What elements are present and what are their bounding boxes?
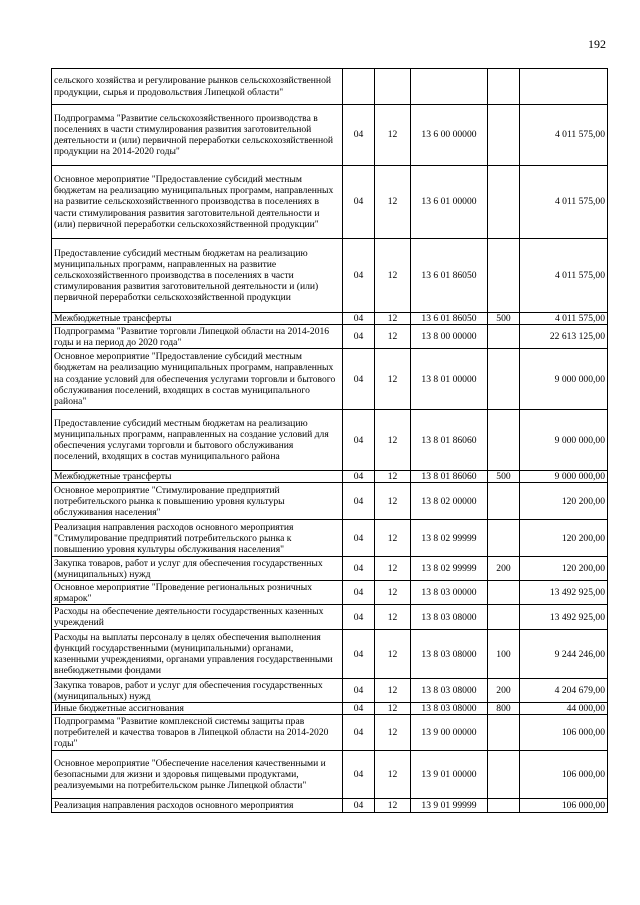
cell-amount: 13 492 925,00 bbox=[520, 605, 608, 630]
cell-name: Предоставление субсидий местным бюджетам на реализацию муниципальных программ, направленных на развитие сельскохозяйственного производства в поселениях в части стимулирования развития заготовительной деятельности и (или) первичной переработки сельскохозяйственной продукции bbox=[52, 239, 343, 313]
cell-expense-type bbox=[488, 239, 520, 313]
cell-amount: 120 200,00 bbox=[520, 483, 608, 520]
cell-subsection: 12 bbox=[375, 313, 411, 325]
cell-amount: 9 000 000,00 bbox=[520, 471, 608, 483]
table-row bbox=[52, 679, 608, 703]
cell-name: Расходы на обеспечение деятельности государственных казенных учреждений bbox=[52, 605, 343, 630]
cell-expense-type bbox=[488, 799, 520, 813]
cell-expense-type: 200 bbox=[488, 557, 520, 581]
table-row bbox=[52, 605, 608, 630]
cell-expense-type: 100 bbox=[488, 630, 520, 679]
table-row bbox=[52, 715, 608, 751]
cell-expense-type bbox=[488, 69, 520, 105]
cell-section: 04 bbox=[343, 239, 375, 313]
table-row bbox=[52, 471, 608, 483]
cell-expense-type: 500 bbox=[488, 313, 520, 325]
cell-section: 04 bbox=[343, 483, 375, 520]
cell-section: 04 bbox=[343, 715, 375, 751]
cell-subsection: 12 bbox=[375, 325, 411, 349]
cell-name: Подпрограмма "Развитие сельскохозяйственного производства в поселениях в части стимулирования развития заготовительной деятельности и (или) первичной переработки сельскохозяйственной продукции на 2014-2020 годы" bbox=[52, 105, 343, 166]
cell-subsection: 12 bbox=[375, 471, 411, 483]
cell-expense-type bbox=[488, 715, 520, 751]
cell-subsection: 12 bbox=[375, 349, 411, 410]
table-row bbox=[52, 703, 608, 715]
cell-amount: 4 011 575,00 bbox=[520, 105, 608, 166]
cell-amount: 120 200,00 bbox=[520, 520, 608, 557]
cell-target-article: 13 9 01 00000 bbox=[411, 751, 488, 799]
cell-amount: 9 244 246,00 bbox=[520, 630, 608, 679]
cell-name: Реализация направления расходов основного мероприятия "Стимулирование предприятий потребительского рынка к повышению уровня культуры обслуживания населения" bbox=[52, 520, 343, 557]
cell-name: Закупка товаров, работ и услуг для обеспечения государственных (муниципальных) нужд bbox=[52, 557, 343, 581]
cell-target-article: 13 8 01 86060 bbox=[411, 410, 488, 471]
table-row bbox=[52, 410, 608, 471]
cell-target-article: 13 8 01 86060 bbox=[411, 471, 488, 483]
cell-section: 04 bbox=[343, 703, 375, 715]
cell-expense-type bbox=[488, 520, 520, 557]
cell-subsection: 12 bbox=[375, 630, 411, 679]
cell-section: 04 bbox=[343, 166, 375, 239]
cell-subsection: 12 bbox=[375, 679, 411, 703]
cell-subsection: 12 bbox=[375, 239, 411, 313]
cell-section: 04 bbox=[343, 410, 375, 471]
cell-amount: 4 011 575,00 bbox=[520, 239, 608, 313]
cell-amount: 44 000,00 bbox=[520, 703, 608, 715]
cell-name: Основное мероприятие "Проведение региональных розничных ярмарок" bbox=[52, 581, 343, 605]
cell-expense-type: 200 bbox=[488, 679, 520, 703]
cell-amount: 4 011 575,00 bbox=[520, 313, 608, 325]
cell-section: 04 bbox=[343, 349, 375, 410]
cell-subsection: 12 bbox=[375, 520, 411, 557]
cell-expense-type: 800 bbox=[488, 703, 520, 715]
cell-expense-type bbox=[488, 483, 520, 520]
cell-amount: 13 492 925,00 bbox=[520, 581, 608, 605]
cell-target-article: 13 6 01 00000 bbox=[411, 166, 488, 239]
cell-target-article: 13 8 02 99999 bbox=[411, 557, 488, 581]
cell-amount: 9 000 000,00 bbox=[520, 349, 608, 410]
cell-expense-type bbox=[488, 605, 520, 630]
cell-subsection: 12 bbox=[375, 166, 411, 239]
table-row bbox=[52, 325, 608, 349]
table-row bbox=[52, 581, 608, 605]
table-row bbox=[52, 69, 608, 105]
cell-name: Закупка товаров, работ и услуг для обеспечения государственных (муниципальных) нужд bbox=[52, 679, 343, 703]
cell-subsection bbox=[375, 69, 411, 105]
cell-name: Основное мероприятие "Предоставление субсидий местным бюджетам на реализацию муниципальных программ, направленных на создание условий для обеспечения услугами торговли и бытового обслуживания поселений, входящих в состав муниципального района" bbox=[52, 349, 343, 410]
cell-expense-type bbox=[488, 410, 520, 471]
cell-section: 04 bbox=[343, 605, 375, 630]
cell-subsection: 12 bbox=[375, 799, 411, 813]
cell-target-article: 13 8 03 08000 bbox=[411, 679, 488, 703]
page-number: 192 bbox=[588, 37, 606, 51]
cell-section: 04 bbox=[343, 557, 375, 581]
cell-name: Подпрограмма "Развитие торговли Липецкой области на 2014-2016 годы и на период до 2020 года" bbox=[52, 325, 343, 349]
cell-subsection: 12 bbox=[375, 751, 411, 799]
cell-target-article: 13 6 01 86050 bbox=[411, 313, 488, 325]
cell-target-article: 13 8 00 00000 bbox=[411, 325, 488, 349]
cell-target-article: 13 8 03 08000 bbox=[411, 630, 488, 679]
table-row bbox=[52, 630, 608, 679]
cell-subsection: 12 bbox=[375, 703, 411, 715]
cell-subsection: 12 bbox=[375, 715, 411, 751]
cell-section: 04 bbox=[343, 679, 375, 703]
cell-amount: 120 200,00 bbox=[520, 557, 608, 581]
cell-section: 04 bbox=[343, 471, 375, 483]
table-row bbox=[52, 349, 608, 410]
cell-name: Иные бюджетные ассигнования bbox=[52, 703, 343, 715]
cell-section: 04 bbox=[343, 313, 375, 325]
cell-target-article: 13 8 02 99999 bbox=[411, 520, 488, 557]
cell-expense-type bbox=[488, 751, 520, 799]
cell-amount: 9 000 000,00 bbox=[520, 410, 608, 471]
cell-amount bbox=[520, 69, 608, 105]
cell-name: Основное мероприятие "Предоставление субсидий местным бюджетам на реализацию муниципальных программ, направленных на развитие сельскохозяйственного производства в поселениях в части стимулирования развития заготовительной деятельности и (или) первичной переработки сельскохозяйственной продукции" bbox=[52, 166, 343, 239]
cell-name: сельского хозяйства и регулирование рынков сельскохозяйственной продукции, сырья и продовольствия Липецкой области" bbox=[52, 69, 343, 105]
cell-target-article: 13 8 02 00000 bbox=[411, 483, 488, 520]
cell-section: 04 bbox=[343, 325, 375, 349]
table-row bbox=[52, 557, 608, 581]
cell-name: Расходы на выплаты персоналу в целях обеспечения выполнения функций государственными (муниципальными) органами, казенными учреждениями, органами управления государственными внебюджетными фондами bbox=[52, 630, 343, 679]
table-row bbox=[52, 520, 608, 557]
cell-target-article: 13 6 00 00000 bbox=[411, 105, 488, 166]
cell-subsection: 12 bbox=[375, 581, 411, 605]
cell-subsection: 12 bbox=[375, 557, 411, 581]
cell-section: 04 bbox=[343, 630, 375, 679]
cell-section bbox=[343, 69, 375, 105]
cell-section: 04 bbox=[343, 581, 375, 605]
cell-expense-type bbox=[488, 581, 520, 605]
table-row bbox=[52, 799, 608, 813]
cell-target-article: 13 8 03 08000 bbox=[411, 605, 488, 630]
cell-name: Основное мероприятие "Обеспечение населения качественными и безопасными для жизни и здоровья пищевыми продуктами, реализуемыми на потребительском рынке Липецкой области" bbox=[52, 751, 343, 799]
cell-expense-type: 500 bbox=[488, 471, 520, 483]
table-row bbox=[52, 313, 608, 325]
cell-subsection: 12 bbox=[375, 410, 411, 471]
table-row bbox=[52, 483, 608, 520]
cell-expense-type bbox=[488, 325, 520, 349]
table-row bbox=[52, 239, 608, 313]
cell-subsection: 12 bbox=[375, 483, 411, 520]
cell-amount: 106 000,00 bbox=[520, 799, 608, 813]
table-row bbox=[52, 751, 608, 799]
cell-subsection: 12 bbox=[375, 605, 411, 630]
budget-table bbox=[51, 68, 608, 813]
table-row bbox=[52, 166, 608, 239]
cell-target-article: 13 8 01 00000 bbox=[411, 349, 488, 410]
cell-expense-type bbox=[488, 105, 520, 166]
cell-amount: 4 204 679,00 bbox=[520, 679, 608, 703]
cell-target-article: 13 8 03 08000 bbox=[411, 703, 488, 715]
cell-section: 04 bbox=[343, 751, 375, 799]
cell-expense-type bbox=[488, 166, 520, 239]
cell-section: 04 bbox=[343, 105, 375, 166]
cell-subsection: 12 bbox=[375, 105, 411, 166]
cell-target-article: 13 6 01 86050 bbox=[411, 239, 488, 313]
cell-expense-type bbox=[488, 349, 520, 410]
cell-name: Предоставление субсидий местным бюджетам на реализацию муниципальных программ, направленных на создание условий для обеспечения услугами торговли и бытового обслуживания поселений, входящих в состав муниципального района bbox=[52, 410, 343, 471]
cell-name: Межбюджетные трансферты bbox=[52, 471, 343, 483]
cell-target-article: 13 9 00 00000 bbox=[411, 715, 488, 751]
table-row bbox=[52, 105, 608, 166]
cell-target-article bbox=[411, 69, 488, 105]
cell-section: 04 bbox=[343, 520, 375, 557]
cell-amount: 106 000,00 bbox=[520, 715, 608, 751]
cell-name: Реализация направления расходов основного мероприятия bbox=[52, 799, 343, 813]
budget-table-body bbox=[52, 69, 608, 813]
cell-target-article: 13 8 03 00000 bbox=[411, 581, 488, 605]
cell-name: Подпрограмма "Развитие комплексной системы защиты прав потребителей и качества товаров в Липецкой области на 2014-2020 годы" bbox=[52, 715, 343, 751]
cell-name: Межбюджетные трансферты bbox=[52, 313, 343, 325]
cell-target-article: 13 9 01 99999 bbox=[411, 799, 488, 813]
cell-amount: 106 000,00 bbox=[520, 751, 608, 799]
cell-amount: 22 613 125,00 bbox=[520, 325, 608, 349]
cell-amount: 4 011 575,00 bbox=[520, 166, 608, 239]
cell-section: 04 bbox=[343, 799, 375, 813]
cell-name: Основное мероприятие "Стимулирование предприятий потребительского рынка к повышению уровня культуры обслуживания населения" bbox=[52, 483, 343, 520]
